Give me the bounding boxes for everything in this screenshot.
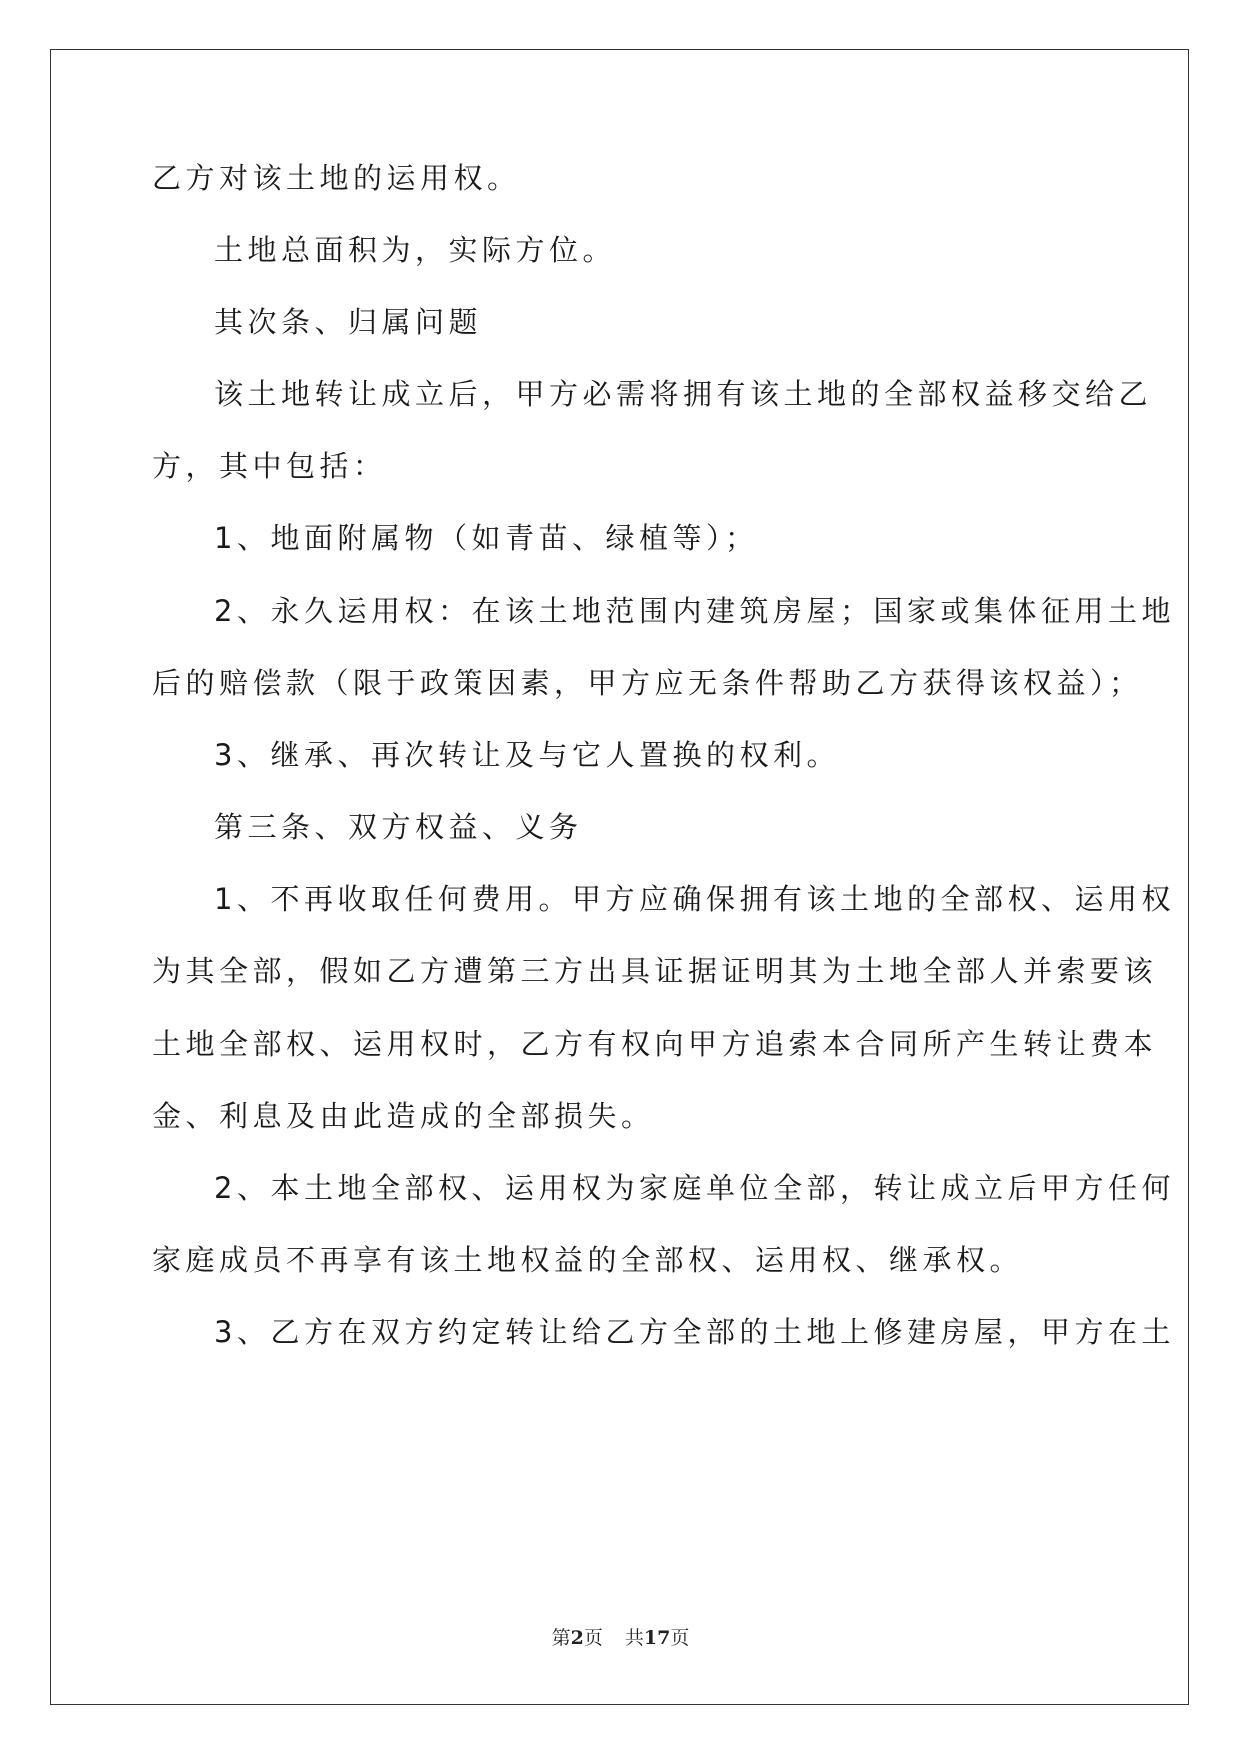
total-suffix: 页 [670, 1627, 690, 1649]
text-line-4: 该土地转让成立后，甲方必需将拥有该土地的全部权益移交给乙 [214, 377, 1153, 411]
page-footer [0, 1623, 1241, 1650]
page-prefix: 第 [551, 1627, 571, 1649]
page-number: 2 [570, 1627, 584, 1649]
section-heading-3: 第三条、双方权益、义务 [214, 810, 583, 844]
text-line-14: 金、利息及由此造成的全部损失。 [152, 1099, 655, 1133]
list-item-3: 3、继承、再次转让及与它人置换的权利。 [214, 738, 840, 772]
total-prefix: 共 [624, 1627, 644, 1649]
text-line-1: 乙方对该土地的运用权。 [152, 161, 521, 195]
clause-item-3: 3、乙方在双方约定转让给乙方全部的土地上修建房屋，甲方在土 [214, 1315, 1175, 1349]
clause-item-2: 2、本土地全部权、运用权为家庭单位全部，转让成立后甲方任何 [214, 1171, 1175, 1205]
page-suffix: 页 [583, 1627, 603, 1649]
total-pages: 17 [643, 1627, 671, 1649]
section-heading-2: 其次条、归属问题 [214, 305, 483, 339]
text-line-12: 为其全部，假如乙方遭第三方出具证据证明其为土地全部人并索要该 [152, 954, 1158, 988]
text-line-16: 家庭成员不再享有该土地权益的全部权、运用权、继承权。 [152, 1243, 1024, 1277]
text-line-2: 土地总面积为，实际方位。 [214, 233, 617, 267]
text-line-8: 后的赔偿款（限于政策因素，甲方应无条件帮助乙方获得该权益）； [152, 666, 1143, 700]
text-line-13: 土地全部权、运用权时，乙方有权向甲方追索本合同所产生转让费本 [152, 1027, 1158, 1061]
list-item-2: 2、永久运用权：在该土地范围内建筑房屋；国家或集体征用土地 [214, 594, 1175, 628]
clause-item-1: 1、不再收取任何费用。甲方应确保拥有该土地的全部权、运用权 [214, 882, 1175, 916]
text-line-5: 方，其中包括： [152, 449, 387, 483]
list-item-1: 1、地面附属物（如青苗、绿植等）； [214, 521, 759, 555]
page-border [50, 49, 1189, 1705]
